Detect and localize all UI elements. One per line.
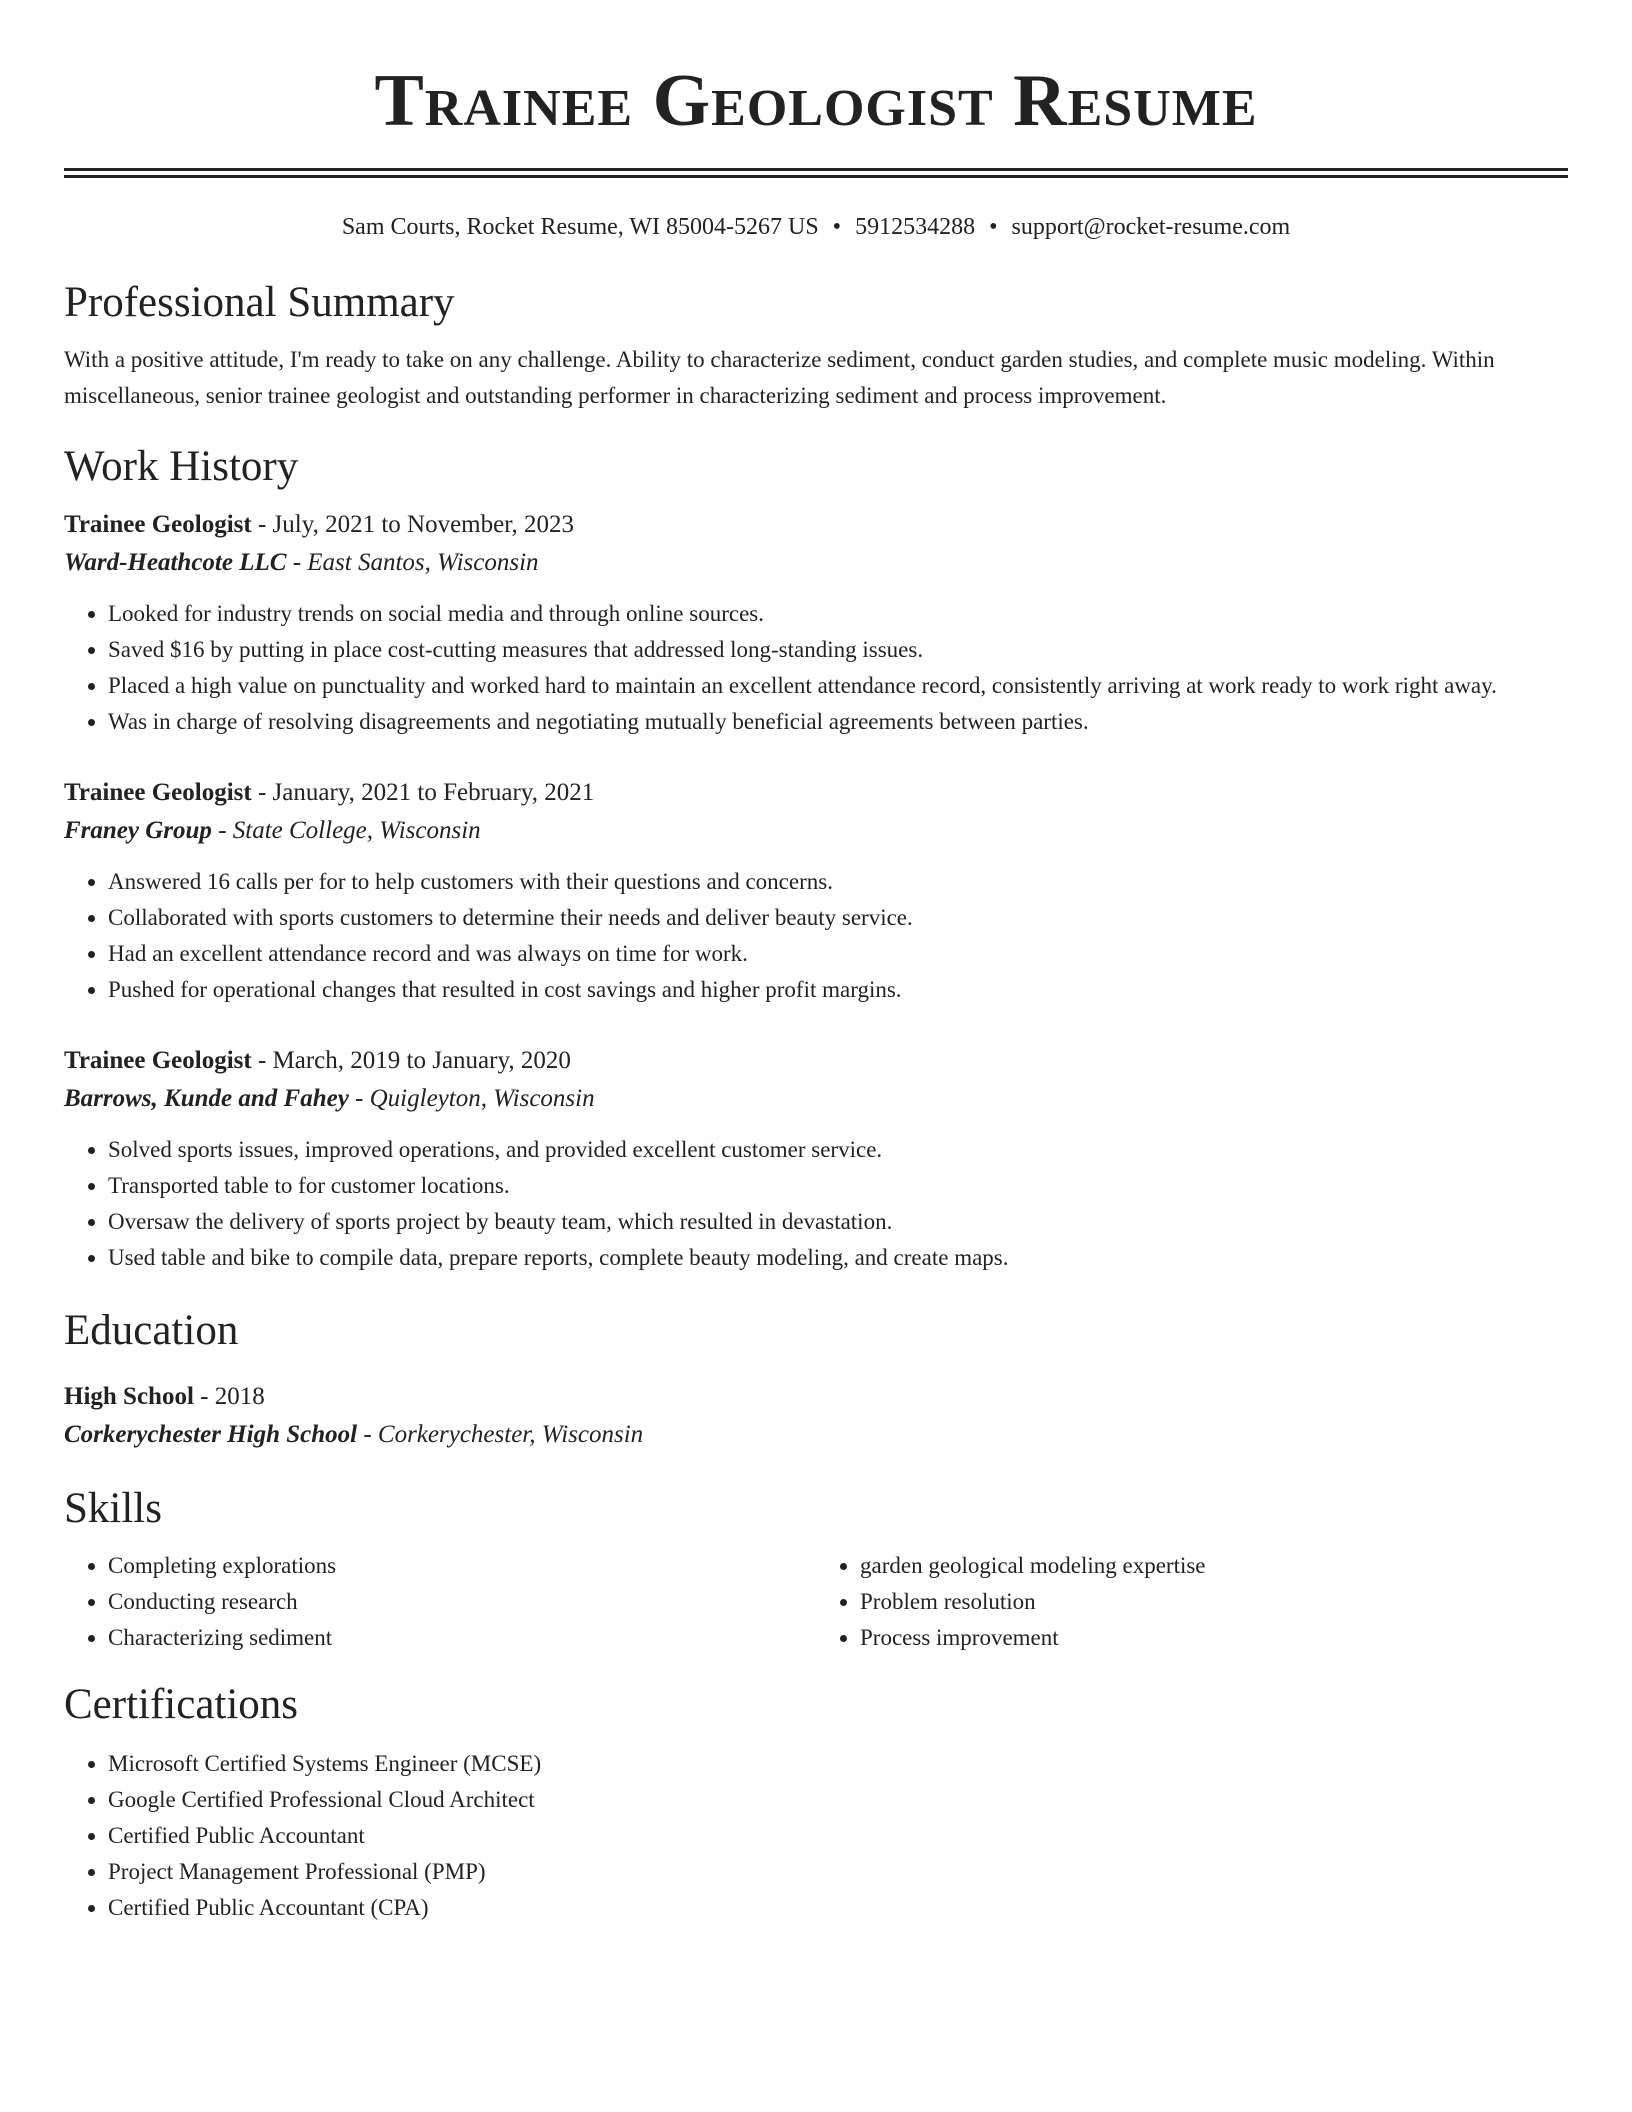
job-entry — [64, 506, 1568, 740]
contact-line — [64, 212, 1568, 242]
skill-item: • Characterizing sediment — [108, 1620, 816, 1656]
employer-name: Franey Group — [64, 817, 212, 844]
resume-title: Trainee Geologist Resume — [374, 60, 1258, 142]
job-bullet: • Transported table to for customer locations. — [108, 1168, 1568, 1204]
job-bullets — [64, 596, 1568, 740]
job-bullet: • Had an excellent attendance record and was always on time for work. — [108, 936, 1568, 972]
certifications-section — [64, 1680, 1568, 1926]
skills-columns — [64, 1542, 1568, 1656]
job-bullet: • Saved $16 by putting in place cost-cutting measures that addressed long-standing issues. — [108, 632, 1568, 668]
skill-item: • Process improvement — [860, 1620, 1568, 1656]
skills-section — [64, 1484, 1568, 1656]
school-location: - Corkerychester, Wisconsin — [357, 1421, 644, 1448]
employer-line — [64, 812, 1568, 850]
graduation-year: - 2018 — [193, 1383, 265, 1410]
school-name: Corkerychester High School — [64, 1421, 358, 1448]
skills-list-right — [816, 1548, 1568, 1656]
job-bullet: • Collaborated with sports customers to determine their needs and deliver beauty service. — [108, 900, 1568, 936]
job-title-line — [64, 506, 1568, 544]
employer-location: - State College, Wisconsin — [211, 817, 481, 844]
job-dates: - July, 2021 to November, 2023 — [251, 511, 575, 538]
work-history-heading: Work History — [64, 443, 299, 490]
school-line — [64, 1416, 1568, 1454]
job-dates: - March, 2019 to January, 2020 — [251, 1047, 571, 1074]
certification-item: • Certified Public Accountant (CPA) — [108, 1890, 1568, 1926]
job-bullet: • Pushed for operational changes that resulted in cost savings and higher profit margins. — [108, 972, 1568, 1008]
job-bullet: • Was in charge of resolving disagreements and negotiating mutually beneficial agreements between parties. — [108, 704, 1568, 740]
job-bullet: • Placed a high value on punctuality and worked hard to maintain an excellent attendance record, consistently arriving at work ready to work right away. — [108, 668, 1568, 704]
degree-line — [64, 1378, 1568, 1416]
job-bullet: • Oversaw the delivery of sports project by beauty team, which resulted in devastation. — [108, 1204, 1568, 1240]
job-dates: - January, 2021 to February, 2021 — [251, 779, 595, 806]
job-entry — [64, 1042, 1568, 1276]
job-title-line — [64, 1042, 1568, 1080]
certification-item: • Google Certified Professional Cloud Architect — [108, 1782, 1568, 1818]
skill-item: • Problem resolution — [860, 1584, 1568, 1620]
job-entry — [64, 774, 1568, 1008]
contact-phone: 5912534288 — [855, 214, 976, 240]
certification-item: • Project Management Professional (PMP) — [108, 1854, 1568, 1890]
job-bullets — [64, 1132, 1568, 1276]
summary-section — [64, 278, 1568, 414]
title-divider — [64, 168, 1568, 178]
skills-heading: Skills — [64, 1485, 162, 1532]
job-bullets — [64, 864, 1568, 1008]
contact-address: Sam Courts, Rocket Resume, WI 85004-5267 US — [341, 214, 819, 240]
employer-line — [64, 1080, 1568, 1118]
employer-location: - East Santos, Wisconsin — [286, 549, 539, 576]
skills-list-left — [64, 1548, 816, 1656]
certifications-list — [64, 1746, 1568, 1926]
certification-item: • Microsoft Certified Systems Engineer (MCSE) — [108, 1746, 1568, 1782]
job-title-line — [64, 774, 1568, 812]
work-history-section — [64, 442, 1568, 1276]
job-bullet: • Solved sports issues, improved operations, and provided excellent customer service. — [108, 1132, 1568, 1168]
certifications-heading: Certifications — [64, 1681, 299, 1728]
summary-heading: Professional Summary — [64, 279, 455, 326]
employer-name: Barrows, Kunde and Fahey — [64, 1085, 349, 1112]
summary-text: With a positive attitude, I'm ready to take on any challenge. Ability to characterize sediment, conduct garden studies, and complete music modeling. Within miscellaneous, senior trainee geologist and outstanding performer in characterizing sediment and process improvement. — [64, 347, 1495, 408]
degree: High School — [64, 1383, 194, 1410]
job-bullet: • Looked for industry trends on social media and through online sources. — [108, 596, 1568, 632]
contact-separator: • — [989, 214, 998, 240]
job-role: Trainee Geologist — [64, 1047, 252, 1074]
job-role: Trainee Geologist — [64, 511, 252, 538]
skill-item: • garden geological modeling expertise — [860, 1548, 1568, 1584]
contact-separator: • — [832, 214, 842, 240]
employer-name: Ward-Heathcote LLC — [64, 549, 287, 576]
employer-location: - Quigleyton, Wisconsin — [348, 1085, 595, 1112]
skill-item: • Completing explorations — [108, 1548, 816, 1584]
job-bullet: • Used table and bike to compile data, prepare reports, complete beauty modeling, and create maps. — [108, 1240, 1568, 1276]
education-heading: Education — [64, 1307, 239, 1354]
contact-email: support@rocket-resume.com — [1011, 214, 1291, 240]
job-bullet: • Answered 16 calls per for to help customers with their questions and concerns. — [108, 864, 1568, 900]
education-section — [64, 1306, 1568, 1454]
employer-line — [64, 544, 1568, 582]
skill-item: • Conducting research — [108, 1584, 816, 1620]
education-entry — [64, 1378, 1568, 1454]
job-role: Trainee Geologist — [64, 779, 252, 806]
certification-item: • Certified Public Accountant — [108, 1818, 1568, 1854]
